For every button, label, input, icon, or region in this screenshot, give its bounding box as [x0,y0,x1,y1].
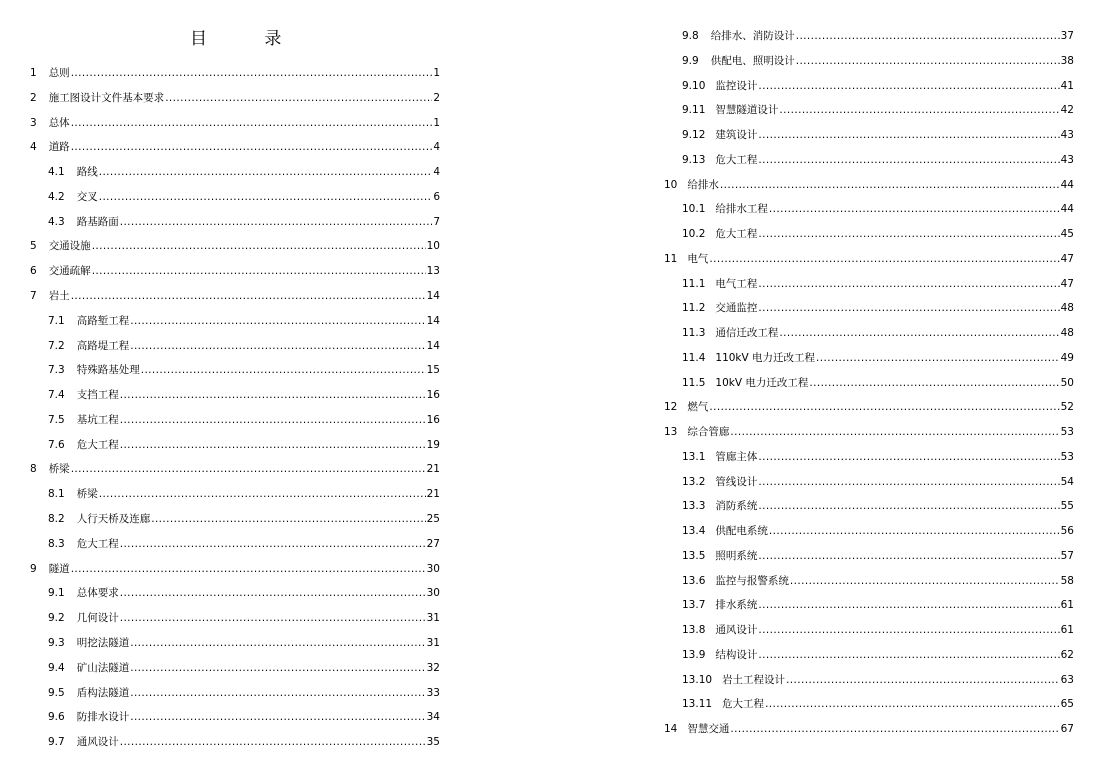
toc-entry-number: 4.3 [48,215,65,228]
toc-entry-page: 61 [1060,624,1074,636]
toc-entry-number: 5 [30,240,37,253]
toc-entry-page: 63 [1060,673,1074,686]
toc-entry-page: 21 [426,463,440,476]
toc-entry-title: 交通设施 [48,240,91,253]
toc-entry-page: 43 [1060,129,1074,141]
toc-entry-number: 13.7 [682,599,706,612]
toc-entry-page: 19 [426,438,440,451]
toc-dot-leader [758,449,1059,465]
toc-entry-title: 给排水 [687,178,719,191]
toc-entry-number: 13.9 [682,648,706,661]
toc-entry[interactable] [30,338,440,354]
toc-entry-page: 13 [426,265,440,278]
toc-entry-number: 13.2 [682,475,706,488]
toc-entry-number: 7.3 [48,364,65,377]
toc-entry-number: 7.4 [48,389,65,402]
toc-entry[interactable] [30,561,440,577]
toc-entry[interactable] [664,597,1074,613]
toc-dot-leader [130,313,425,329]
toc-entry[interactable] [30,115,440,131]
toc-entry-number: 13.11 [682,698,713,711]
toc-entry[interactable] [30,610,440,626]
toc-entry[interactable] [664,573,1074,589]
toc-entry[interactable] [30,189,440,205]
toc-entry-number: 4 [30,141,37,154]
toc-entry-number: 13 [664,426,678,438]
toc-entry[interactable] [30,660,440,676]
toc-entry-page: 1 [433,116,440,129]
toc-entry-number: 9.7 [48,736,65,749]
toc-dot-leader [709,251,1059,267]
toc-dot-leader [99,164,433,180]
toc-entry-number: 13.1 [682,450,706,463]
toc-entry[interactable] [664,449,1074,465]
toc-dot-leader [120,536,426,552]
toc-entry[interactable] [30,288,440,304]
toc-entry-title: 施工图设计文件基本要求 [48,91,165,104]
toc-entry-page: 16 [426,389,440,402]
toc-entry-title: 给排水、消防设计 [710,30,795,42]
toc-entry-title: 基坑工程 [76,413,119,426]
toc-entry-page: 27 [426,537,440,550]
toc-dot-leader [71,561,426,577]
toc-dot-leader [99,486,426,502]
toc-entry-number: 8.3 [48,537,65,550]
toc-dot-leader [758,127,1059,143]
toc-dot-leader [709,399,1059,415]
toc-dot-leader [71,115,433,131]
toc-entry-title: 危大工程 [715,228,758,240]
toc-entry[interactable] [664,251,1074,267]
toc-entry-number: 11 [664,252,678,265]
toc-entry-title: 通风设计 [76,736,119,749]
toc-dot-leader [809,375,1059,391]
toc-entry-page: 33 [426,686,440,699]
toc-dot-leader [120,610,426,626]
toc-entry-page: 44 [1060,203,1074,216]
toc-dot-leader [769,523,1060,539]
toc-dot-leader [758,647,1059,663]
toc-dot-leader [816,350,1060,366]
toc-entry[interactable] [664,622,1074,638]
toc-dot-leader [758,276,1059,292]
toc-dot-leader [130,660,425,676]
toc-entry-page: 14 [426,290,440,303]
toc-entry[interactable] [664,152,1074,168]
toc-entry-title: 给排水工程 [715,203,768,216]
toc-entry-number: 9.2 [48,612,65,625]
toc-entry-number: 9.13 [682,153,706,166]
toc-entry-number: 7.2 [48,339,65,352]
toc-entry[interactable] [664,647,1074,663]
toc-entry[interactable] [664,672,1074,688]
toc-entry-page: 56 [1060,525,1074,537]
toc-entry-number: 9 [30,562,37,575]
toc-entry-number: 10.2 [682,228,706,240]
toc-entry-page: 61 [1060,599,1074,612]
toc-entry-number: 4.2 [48,190,65,203]
toc-entry-number: 8.1 [48,488,65,501]
toc-entry[interactable] [30,362,440,378]
toc-dot-leader [71,461,426,477]
toc-entry-number: 8.2 [48,513,65,526]
toc-entry-page: 34 [426,711,440,724]
toc-entry-title: 供配电、照明设计 [710,54,795,67]
toc-dot-leader [758,498,1059,514]
toc-dot-leader [796,53,1060,69]
toc-entry-page: 50 [1060,376,1074,389]
toc-entry-title: 电气工程 [715,277,758,290]
toc-entry-number: 11.4 [682,351,706,364]
toc-entry-page: 4 [433,166,440,179]
toc-entry[interactable] [30,635,440,651]
toc-entry-page: 31 [426,636,440,649]
toc-entry-title: 供配电系统 [715,525,768,537]
toc-dot-leader [141,362,426,378]
toc-left-column [30,0,440,759]
toc-entry-number: 7.1 [48,314,65,327]
toc-entry-number: 14 [664,723,678,735]
toc-entry-title: 监控与报警系统 [715,574,789,587]
toc-entry[interactable] [664,28,1074,44]
toc-entry-number: 9.10 [682,79,706,92]
toc-entry-title: 危大工程 [76,537,119,550]
toc-entry-page: 16 [426,413,440,426]
toc-entry-number: 13.5 [682,549,706,562]
toc-entry-number: 9.5 [48,686,65,699]
toc-entry-title: 110kV 电力迁改工程 [715,351,816,364]
toc-entry-title: 照明系统 [715,549,758,562]
toc-dot-leader [130,685,425,701]
toc-entry[interactable] [30,734,440,750]
toc-entry[interactable] [664,325,1074,341]
toc-dot-leader [130,338,425,354]
toc-entry-page: 49 [1060,351,1074,364]
toc-entry-page: 41 [1060,79,1074,92]
toc-entry-title: 燃气 [687,401,709,414]
toc-dot-leader [730,721,1059,737]
toc-entry[interactable] [30,685,440,701]
toc-entry[interactable] [664,127,1074,143]
toc-entry[interactable] [30,263,440,279]
toc-entry-title: 交通监控 [715,302,758,315]
toc-dot-leader [71,65,433,81]
toc-entry-page: 48 [1060,302,1074,315]
toc-entry-title: 盾构法隧道 [76,686,130,699]
toc-dot-leader [130,709,425,725]
toc-dot-leader [779,325,1059,341]
toc-entry-number: 11.1 [682,277,706,290]
toc-entry[interactable] [664,523,1074,539]
toc-dot-leader [779,102,1059,118]
toc-entry-title: 管线设计 [715,475,758,488]
toc-entry-page: 57 [1060,549,1074,562]
toc-entry[interactable] [30,709,440,725]
toc-dot-leader [765,696,1060,712]
toc-entry-number: 9.1 [48,587,65,600]
toc-dot-leader [165,90,432,106]
toc-dot-leader [720,177,1060,193]
toc-entry-page: 65 [1060,698,1074,711]
toc-dot-leader [758,622,1059,638]
toc-entry-title: 建筑设计 [715,129,758,141]
toc-entry-number: 10 [664,178,678,191]
toc-entry-page: 58 [1060,574,1074,587]
toc-entry-title: 通信迁改工程 [715,327,779,339]
toc-entry-number: 13.4 [682,525,706,537]
toc-dot-leader [790,573,1060,589]
toc-entry-title: 消防系统 [715,500,758,513]
toc-entry[interactable] [664,53,1074,69]
toc-entry-page: 38 [1060,54,1074,67]
toc-entry-number: 7 [30,290,37,303]
toc-entry-page: 54 [1060,475,1074,488]
toc-entry[interactable] [664,102,1074,118]
toc-dot-leader [758,597,1059,613]
toc-entry[interactable] [30,387,440,403]
toc-dot-leader [758,548,1059,564]
toc-entry-title: 总体 [48,116,70,129]
toc-entry[interactable] [30,585,440,601]
toc-entry-number: 2 [30,91,37,104]
toc-entry[interactable] [30,313,440,329]
toc-entry-title: 路线 [76,166,98,179]
toc-entry-page: 55 [1060,500,1074,513]
toc-entry-page: 32 [426,661,440,674]
toc-dot-leader [92,238,426,254]
toc-entry[interactable] [664,375,1074,391]
toc-entry-title: 桥梁 [48,463,70,476]
toc-entry-title: 结构设计 [715,648,758,661]
toc-entry-page: 6 [433,190,440,203]
toc-entry[interactable] [30,90,440,106]
toc-entry-title: 危大工程 [76,438,119,451]
toc-entry-page: 30 [426,587,440,600]
toc-entry[interactable] [664,721,1074,737]
toc-entry[interactable] [664,300,1074,316]
toc-dot-leader [120,734,426,750]
toc-entry-number: 1 [30,67,37,79]
page-title: 目 录 [190,29,308,49]
toc-entry-title: 排水系统 [715,599,758,612]
toc-entry-title: 高路堤工程 [76,339,130,352]
toc-entry-page: 62 [1060,648,1074,661]
toc-entry-page: 25 [426,513,440,526]
toc-entry[interactable] [30,238,440,254]
toc-entry-title: 支挡工程 [76,389,119,402]
toc-entry-page: 47 [1060,252,1074,265]
toc-entry[interactable] [664,498,1074,514]
toc-entry-page: 2 [433,91,440,104]
toc-entry-page: 14 [426,314,440,327]
toc-entry-page: 43 [1060,153,1074,166]
toc-entry-number: 9.9 [682,54,699,67]
toc-entry[interactable] [30,412,440,428]
toc-dot-leader [730,424,1059,440]
toc-entry[interactable] [30,536,440,552]
toc-dot-leader [120,387,426,403]
toc-entry-page: 7 [433,215,440,228]
toc-entry-number: 9.3 [48,636,65,649]
toc-entry-number: 6 [30,265,37,278]
toc-entry-page: 35 [426,736,440,749]
toc-entry[interactable] [664,399,1074,415]
toc-entry[interactable] [30,511,440,527]
toc-entry-number: 4.1 [48,166,65,179]
toc-entry-number: 9.8 [682,30,699,42]
toc-entry-number: 11.5 [682,376,706,389]
toc-dot-leader [769,201,1060,217]
toc-dot-leader [151,511,425,527]
toc-entry-title: 危大工程 [722,698,765,711]
toc-dot-leader [786,672,1060,688]
toc-dot-leader [120,412,426,428]
toc-entry-title: 总则 [48,67,70,79]
toc-entry-title: 道路 [48,141,70,154]
toc-entry-title: 路基路面 [76,215,119,228]
toc-entry-page: 30 [426,562,440,575]
toc-entry[interactable] [664,474,1074,490]
toc-entry[interactable] [664,696,1074,712]
toc-dot-leader [758,78,1059,94]
toc-entry-title: 人行天桥及连廊 [76,513,151,526]
toc-entry-title: 明挖法隧道 [76,636,130,649]
toc-entry-title: 总体要求 [76,587,119,600]
toc-entry[interactable] [664,350,1074,366]
toc-entry-title: 电气 [687,252,709,265]
toc-entry-title: 智慧交通 [687,723,730,735]
toc-entry-page: 45 [1060,228,1074,240]
toc-entry[interactable] [664,177,1074,193]
toc-entry-title: 危大工程 [715,153,758,166]
toc-entry-page: 67 [1060,723,1074,735]
toc-entry-title: 管廊主体 [715,450,758,463]
toc-entry[interactable] [664,226,1074,242]
toc-entry-page: 44 [1060,178,1074,191]
toc-entry-title: 矿山法隧道 [76,661,130,674]
toc-entry-page: 37 [1060,30,1074,42]
toc-dot-leader [130,635,425,651]
toc-entry-number: 9.4 [48,661,65,674]
toc-entry-number: 11.2 [682,302,706,315]
toc-entry-title: 几何设计 [76,612,119,625]
toc-entry-page: 42 [1060,104,1074,117]
toc-entry-number: 9.11 [682,104,706,117]
toc-entry-title: 岩土 [48,290,70,303]
toc-dot-leader [796,28,1060,44]
toc-entry-title: 交通疏解 [48,265,91,278]
toc-dot-leader [758,300,1059,316]
toc-dot-leader [758,226,1059,242]
toc-entry[interactable] [30,437,440,453]
toc-entry-title: 10kV 电力迁改工程 [715,376,809,389]
toc-entry-title: 监控设计 [715,79,758,92]
toc-entry-title: 桥梁 [76,488,98,501]
toc-entry-number: 7.6 [48,438,65,451]
toc-entry-number: 9.12 [682,129,706,141]
toc-entry-page: 4 [433,141,440,154]
toc-entry[interactable] [30,65,440,81]
toc-entry-number: 9.6 [48,711,65,724]
toc-entry-page: 31 [426,612,440,625]
toc-entry[interactable] [30,486,440,502]
toc-right-column [664,0,1074,759]
toc-entry-page: 48 [1060,327,1074,339]
toc-entry-number: 3 [30,116,37,129]
toc-entry-page: 53 [1060,450,1074,463]
toc-entry-page: 1 [433,67,440,79]
toc-entry-title: 综合管廊 [687,426,730,438]
toc-entry[interactable] [30,164,440,180]
toc-entry-title: 隧道 [48,562,70,575]
toc-entry-title: 防排水设计 [76,711,130,724]
toc-entry-title: 智慧隧道设计 [715,104,779,117]
toc-entry[interactable] [664,201,1074,217]
toc-entry[interactable] [664,78,1074,94]
toc-entry-number: 13.10 [682,673,713,686]
toc-dot-leader [71,139,433,155]
toc-entry-number: 8 [30,463,37,476]
toc-entry-title: 岩土工程设计 [722,673,786,686]
toc-dot-leader [71,288,426,304]
toc-entry[interactable] [664,548,1074,564]
toc-entry-number: 13.6 [682,574,706,587]
toc-dot-leader [758,152,1059,168]
toc-entry[interactable] [30,214,440,230]
toc-entry[interactable] [30,139,440,155]
toc-dot-leader [92,263,426,279]
toc-entry[interactable] [664,424,1074,440]
toc-entry-page: 14 [426,339,440,352]
toc-entry-page: 15 [426,364,440,377]
toc-entry-page: 52 [1060,401,1074,414]
toc-dot-leader [99,189,433,205]
toc-entry-title: 高路堑工程 [76,314,130,327]
toc-entry-number: 13.3 [682,500,706,513]
toc-dot-leader [758,474,1059,490]
toc-entry-page: 21 [426,488,440,501]
toc-entry[interactable] [30,461,440,477]
toc-dot-leader [120,214,433,230]
toc-entry-number: 12 [664,401,678,414]
toc-entry-page: 53 [1060,426,1074,438]
toc-entry-number: 11.3 [682,327,706,339]
toc-entry-page: 47 [1060,277,1074,290]
toc-entry-number: 13.8 [682,624,706,636]
toc-dot-leader [120,585,426,601]
toc-entry-number: 10.1 [682,203,706,216]
toc-dot-leader [120,437,426,453]
toc-entry-title: 通风设计 [715,624,758,636]
toc-entry-number: 7.5 [48,413,65,426]
toc-entry-title: 交叉 [76,190,98,203]
toc-entry[interactable] [664,276,1074,292]
toc-entry-title: 特殊路基处理 [76,364,140,377]
toc-entry-page: 10 [426,240,440,253]
